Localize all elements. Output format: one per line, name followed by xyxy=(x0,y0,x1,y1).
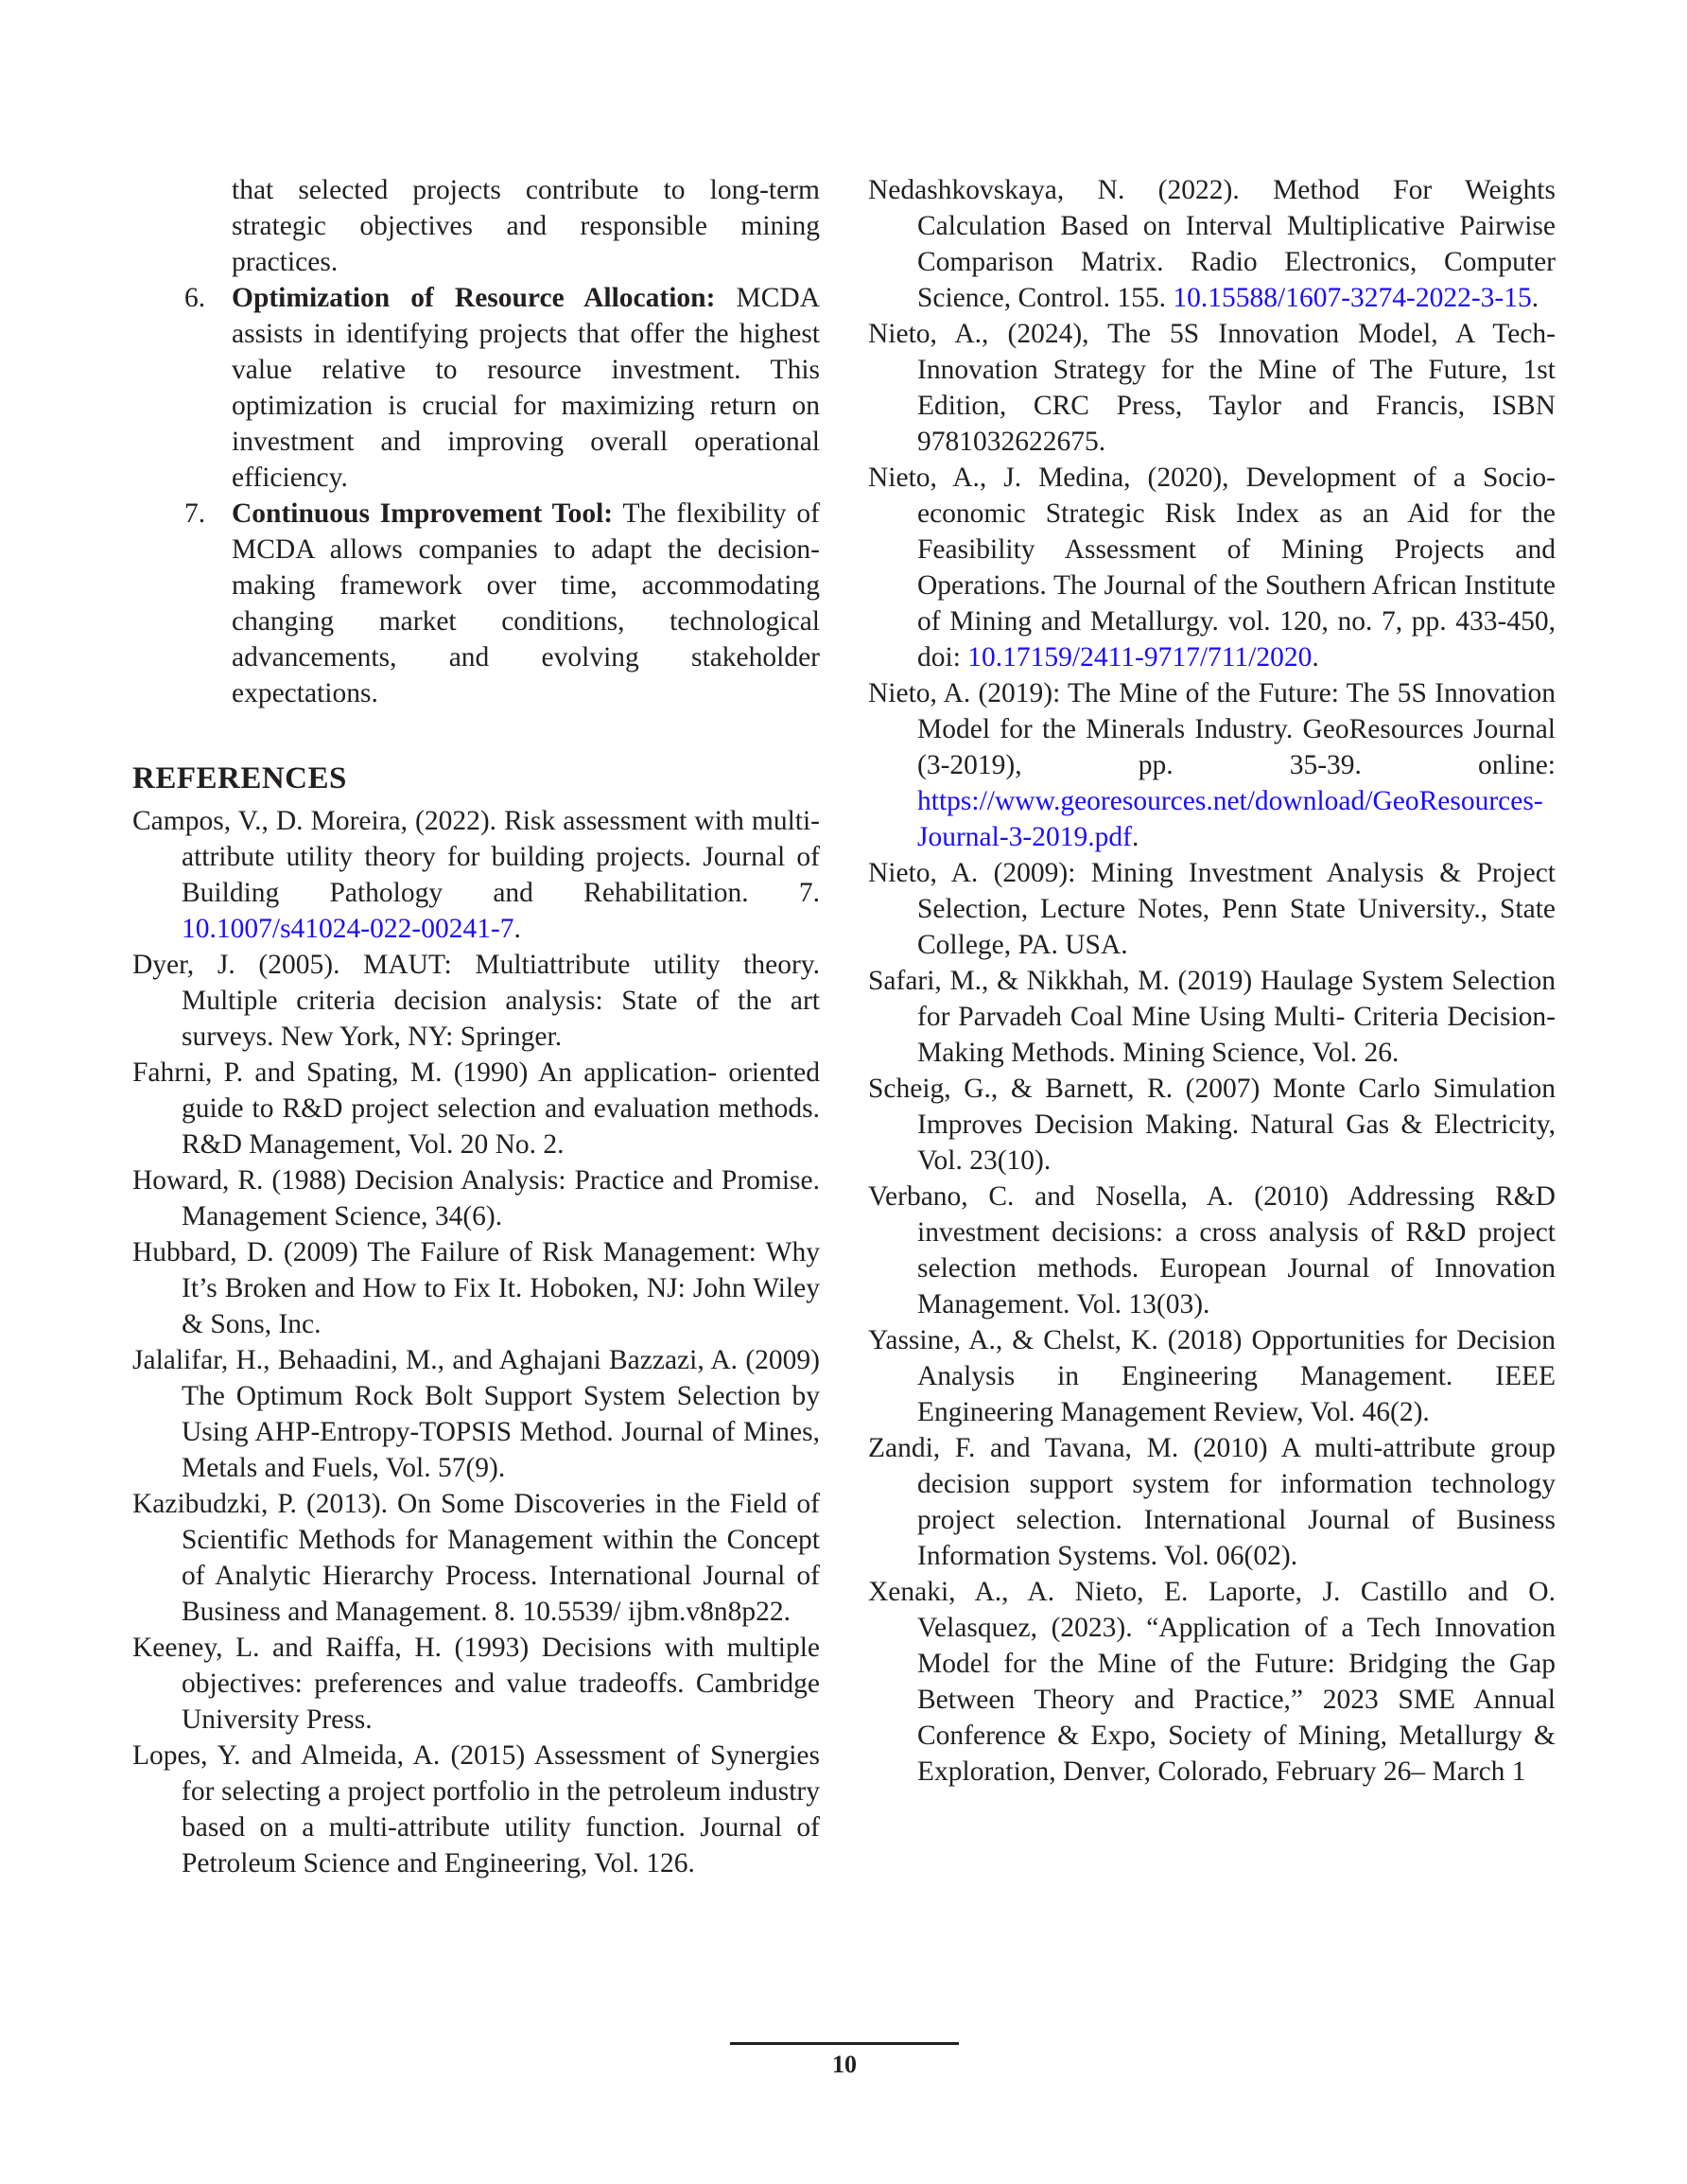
reference-text: Howard, R. (1988) Decision Analysis: Practice and Promise. Management Science, 34(6). xyxy=(132,1165,820,1232)
reference-text: Yassine, A., & Chelst, K. (2018) Opportunities for Decision Analysis in Engineering Management. IEEE Engineering Management Review, Vol. 46(2). xyxy=(868,1325,1556,1427)
reference-entry xyxy=(868,172,1556,316)
list-item-text: MCDA assists in identifying projects that offer the highest value relative to resource investment. This optimization is crucial for maximizing return on investment and improving overall operational efficiency. xyxy=(232,283,820,493)
reference-list-right xyxy=(868,172,1556,1790)
footer-divider xyxy=(730,2042,959,2045)
reference-text-end: . xyxy=(1531,283,1539,313)
reference-text: Verbano, C. and Nosella, A. (2010) Addressing R&D investment decisions: a cross analysis of R&D project selection methods. European Journal of Innovation Management. Vol. 13(03). xyxy=(868,1181,1556,1319)
numbered-list xyxy=(132,280,820,711)
reference-entry xyxy=(132,1234,820,1342)
reference-text: Campos, V., D. Moreira, (2022). Risk assessment with multi-attribute utility theory for building projects. Journal of Building Pathology and Rehabilitation. 7. xyxy=(132,806,820,908)
reference-entry xyxy=(132,1162,820,1234)
reference-text: Nieto, A. (2009): Mining Investment Analysis & Project Selection, Lecture Notes, Penn State University., State College, PA. USA. xyxy=(868,858,1556,960)
reference-entry xyxy=(132,1342,820,1486)
reference-entry xyxy=(132,1738,820,1881)
reference-text: Fahrni, P. and Spating, M. (1990) An application- oriented guide to R&D project selection and evaluation methods. R&D Management, Vol. 20 No. 2. xyxy=(132,1057,820,1160)
list-item-number: 7. xyxy=(184,498,206,529)
list-item-title: Continuous Improvement Tool: xyxy=(232,498,614,529)
reference-entry xyxy=(868,1179,1556,1322)
reference-link[interactable]: 10.1007/s41024-022-00241-7 xyxy=(182,914,514,944)
reference-entry xyxy=(868,963,1556,1071)
reference-text: Hubbard, D. (2009) The Failure of Risk Management: Why It’s Broken and How to Fix It. Hoboken, NJ: John Wiley & Sons, Inc. xyxy=(132,1237,820,1339)
reference-text: Lopes, Y. and Almeida, A. (2015) Assessment of Synergies for selecting a project portfolio in the petroleum industry based on a multi-attribute utility function. Journal of Petroleum Science and Engineering, Vol. 126. xyxy=(132,1740,820,1878)
reference-entry xyxy=(868,855,1556,963)
reference-link[interactable]: https://www.georesources.net/download/GeoResources-Journal-3-2019.pdf xyxy=(917,786,1543,852)
reference-link[interactable]: 10.17159/2411-9717/711/2020 xyxy=(967,642,1313,673)
list-item-number: 6. xyxy=(184,283,206,313)
reference-text: Nieto, A. (2019): The Mine of the Future: The 5S Innovation Model for the Minerals Industry. GeoResources Journal (3-2019), pp. 35-39. online: xyxy=(868,678,1556,780)
reference-list-left xyxy=(132,803,820,1881)
reference-entry xyxy=(868,1071,1556,1179)
left-column xyxy=(132,172,820,1881)
reference-entry xyxy=(868,1574,1556,1790)
reference-entry xyxy=(132,803,820,947)
reference-entry xyxy=(868,675,1556,855)
reference-entry xyxy=(132,1486,820,1630)
reference-text: Dyer, J. (2005). MAUT: Multiattribute utility theory. Multiple criteria decision analysis: State of the art surveys. New York, NY: Springer. xyxy=(132,950,820,1052)
reference-text: Nedashkovskaya, N. (2022). Method For Weights Calculation Based on Interval Multiplicative Pairwise Comparison Matrix. Radio Electronics, Computer Science, Control. 155. xyxy=(868,175,1556,313)
page-number: 10 xyxy=(832,2051,857,2078)
reference-text-end: . xyxy=(1312,642,1319,673)
reference-entry xyxy=(868,460,1556,675)
reference-link[interactable]: 10.15588/1607-3274-2022-3-15 xyxy=(1173,283,1532,313)
reference-entry xyxy=(868,1322,1556,1430)
right-column xyxy=(868,172,1556,1790)
list-continuation-text: that selected projects contribute to long-term strategic objectives and responsible mining practices. xyxy=(232,175,820,277)
list-item-title: Optimization of Resource Allocation: xyxy=(232,283,716,313)
reference-entry xyxy=(868,316,1556,460)
reference-text-end: . xyxy=(513,914,521,944)
reference-text: Jalalifar, H., Behaadini, M., and Aghajani Bazzazi, A. (2009) The Optimum Rock Bolt Support System Selection by Using AHP-Entropy-TOPSIS Method. Journal of Mines, Metals and Fuels, Vol. 57(9). xyxy=(132,1345,820,1483)
reference-text: Kazibudzki, P. (2013). On Some Discoveries in the Field of Scientific Methods for Management within the Concept of Analytic Hierarchy Process. International Journal of Business and Management. 8. 10.5539/ ijbm.v8n8p22. xyxy=(132,1489,820,1627)
reference-entry xyxy=(868,1430,1556,1574)
reference-entry xyxy=(132,1630,820,1738)
reference-text: Safari, M., & Nikkhah, M. (2019) Haulage System Selection for Parvadeh Coal Mine Using Multi- Criteria Decision-Making Methods. Mining Science, Vol. 26. xyxy=(868,966,1556,1068)
list-item xyxy=(132,496,820,711)
reference-entry xyxy=(132,947,820,1055)
reference-text: Nieto, A., (2024), The 5S Innovation Model, A Tech-Innovation Strategy for the Mine of The Future, 1st Edition, CRC Press, Taylor and Francis, ISBN 9781032622675. xyxy=(868,319,1556,457)
references-heading: REFERENCES xyxy=(132,761,347,795)
list-item xyxy=(132,280,820,496)
reference-text: Keeney, L. and Raiffa, H. (1993) Decisions with multiple objectives: preferences and value tradeoffs. Cambridge University Press. xyxy=(132,1633,820,1735)
reference-text: Scheig, G., & Barnett, R. (2007) Monte Carlo Simulation Improves Decision Making. Natural Gas & Electricity, Vol. 23(10). xyxy=(868,1074,1556,1176)
list-item-text: The flexibility of MCDA allows companies to adapt the decision-making framework over time, accommodating changing market conditions, technological advancements, and evolving stakeholder expectations. xyxy=(232,498,820,708)
reference-text: Zandi, F. and Tavana, M. (2010) A multi-attribute group decision support system for information technology project selection. International Journal of Business Information Systems. Vol. 06(02). xyxy=(868,1433,1556,1571)
reference-text-end: . xyxy=(1131,822,1139,852)
reference-text: Nieto, A., J. Medina, (2020), Development of a Socio-economic Strategic Risk Index as an Aid for the Feasibility Assessment of Mining Projects and Operations. The Journal of the Southern African Institute of Mining and Metallurgy. vol. 120, no. 7, pp. 433-450, doi: xyxy=(868,463,1556,673)
reference-entry xyxy=(132,1055,820,1162)
reference-text: Xenaki, A., A. Nieto, E. Laporte, J. Castillo and O. Velasquez, (2023). “Application of a Tech Innovation Model for the Mine of the Future: Bridging the Gap Between Theory and Practice,” 2023 SME Annual Conference & Expo, Society of Mining, Metallurgy & Exploration, Denver, Colorado, February 26– March 1 xyxy=(868,1577,1556,1787)
